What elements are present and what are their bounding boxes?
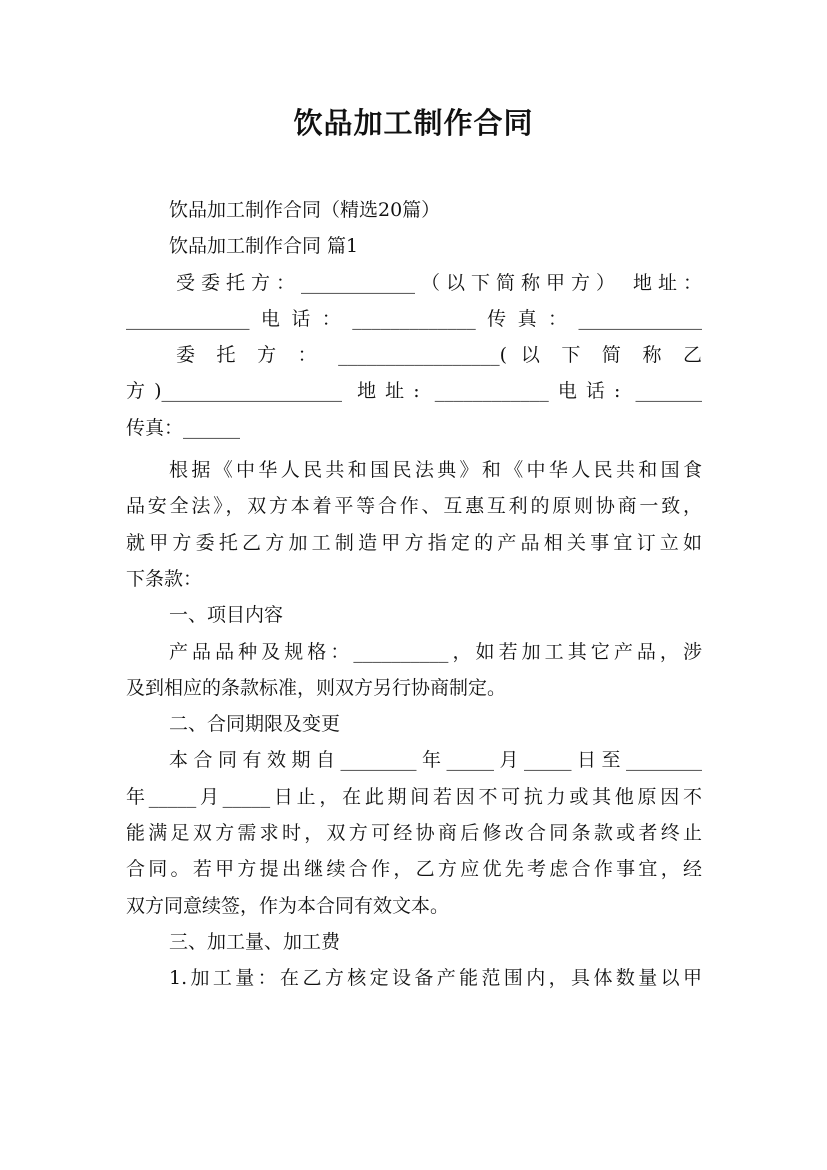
paragraph-line: 1.加工量：在乙方核定设备产能范围内，具体数量以甲 (169, 967, 702, 990)
paragraph-line: 能满足双方需求时，双方可经协商后修改合同条款或者终止 (126, 822, 702, 845)
party-a-contact-line: _____________电话：_____________传真：_____________ (126, 307, 702, 330)
paragraph-line: 年_____月_____日止，在此期间若因不可抗力或其他原因不 (126, 785, 702, 808)
paragraph-line: 下条款： (126, 567, 203, 590)
paragraph-line: 品安全法》，双方本着平等合作、互惠互利的原则协商一致， (126, 495, 702, 518)
paragraph-line: 及到相应的条款标准，则双方另行协商制定。 (126, 676, 507, 699)
section-heading-2: 二、合同期限及变更 (169, 713, 341, 736)
subtitle-line: 饮品加工制作合同（精选20篇） (169, 199, 441, 221)
section-heading-3: 三、加工量、加工费 (169, 930, 341, 953)
document-body (126, 192, 702, 997)
document-title: 饮品加工制作合同 (293, 106, 534, 140)
paragraph-line: 产品品种及规格：__________，如若加工其它产品，涉 (169, 640, 702, 663)
party-a-line: 受委托方：____________（以下简称甲方） 地址： (176, 271, 702, 294)
party-b-contact-line: 方)___________________ 地址: ____________电话: _______ (126, 380, 702, 403)
paragraph-line: 根据《中华人民共和国民法典》和《中华人民共和国食 (169, 459, 702, 482)
section-heading-1: 一、项目内容 (169, 604, 284, 627)
paragraph-line: 就甲方委托乙方加工制造甲方指定的产品相关事宜订立如 (126, 531, 702, 554)
party-b-fax-line: 传真：______ (126, 416, 241, 439)
paragraph-line: 本合同有效期自________年_____月_____日至________ (169, 749, 702, 772)
paragraph-line: 双方同意续签，作为本合同有效文本。 (126, 894, 450, 917)
section-heading-article-1: 饮品加工制作合同 篇1 (169, 235, 359, 258)
paragraph-line: 合同。若甲方提出继续合作，乙方应优先考虑合作事宜，经 (126, 858, 702, 881)
party-b-line: 委 托 方 ： _________________( 以 下 简 称 乙 (176, 344, 702, 367)
